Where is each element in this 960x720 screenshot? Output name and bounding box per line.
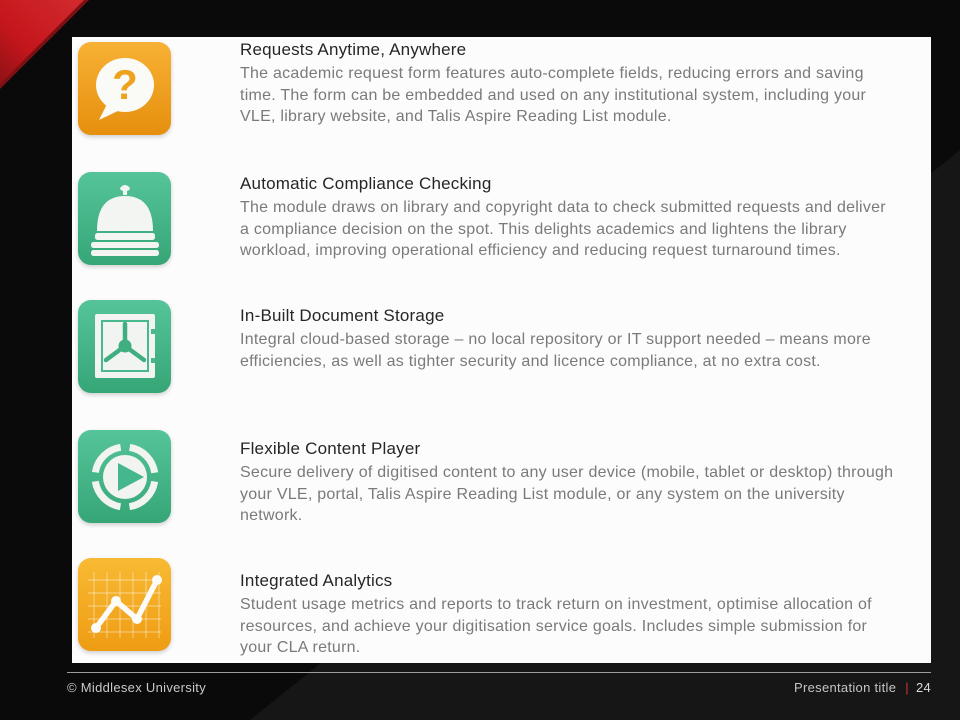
feature-title: Automatic Compliance Checking xyxy=(240,174,492,193)
feature-title: Flexible Content Player xyxy=(240,439,421,458)
play-button-icon xyxy=(78,430,171,523)
feature-text xyxy=(240,39,895,128)
safe-vault-icon xyxy=(78,300,171,393)
feature-description: Secure delivery of digitised content to any user device (mobile, tablet or desktop) through your VLE, portal, Talis Aspire Reading List module, or any system on the university network. xyxy=(240,464,894,524)
footer-presentation-title: Presentation title xyxy=(794,680,897,695)
feature-text xyxy=(240,305,895,372)
feature-title: Integrated Analytics xyxy=(240,571,393,590)
question-bubble-icon xyxy=(78,42,171,135)
footer-page-number: 24 xyxy=(915,680,931,695)
footer-separator: | xyxy=(905,680,909,695)
line-chart-icon xyxy=(78,558,171,651)
dome-cloche-icon xyxy=(78,172,171,265)
feature-description: Student usage metrics and reports to track return on investment, optimise allocation of resources, and achieve your digitisation service goals. Includes simple submission for your CLA return. xyxy=(240,596,872,656)
feature-description: The module draws on library and copyright data to check submitted requests and deliver a compliance decision on the spot. This delights academics and lightens the library workload, improving operational efficiency and reducing request turnaround times. xyxy=(240,199,886,259)
feature-title: In-Built Document Storage xyxy=(240,306,445,325)
content-panel xyxy=(72,37,931,663)
feature-description: The academic request form features auto-complete fields, reducing errors and saving time. The form can be embedded and used on any institutional system, including your VLE, library website, and Talis Aspire Reading List module. xyxy=(240,65,867,125)
svg-text:?: ? xyxy=(112,61,138,108)
feature-text xyxy=(240,570,895,659)
footer-divider-line xyxy=(67,672,931,673)
feature-title: Requests Anytime, Anywhere xyxy=(240,40,467,59)
footer-page-info xyxy=(794,680,931,695)
feature-description: Integral cloud-based storage – no local repository or IT support needed – means more efficiencies, as well as tighter security and licence compliance, at no extra cost. xyxy=(240,331,871,370)
feature-text xyxy=(240,173,895,262)
feature-text xyxy=(240,438,895,527)
footer-copyright: © Middlesex University xyxy=(67,680,206,695)
